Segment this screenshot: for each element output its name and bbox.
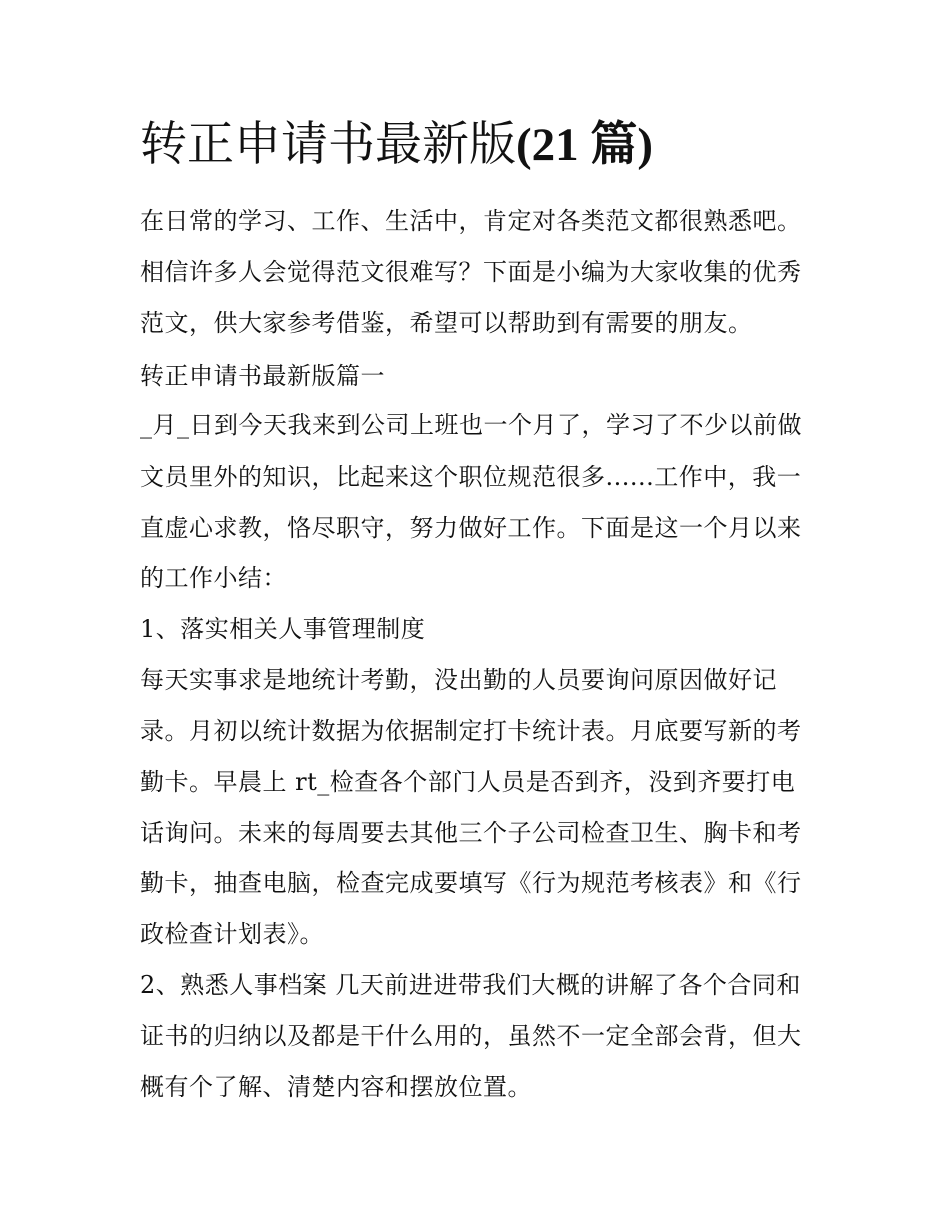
paragraph-line: _月_日到今天我来到公司上班也一个月了，学习了不少以前做: [140, 411, 802, 439]
document-title: [140, 112, 653, 178]
paragraph-line: 政检查计划表》。: [140, 920, 324, 948]
paragraph-line: 相信许多人会觉得范文很难写？下面是小编为大家收集的优秀: [140, 258, 802, 286]
title-suffix: (21 篇): [516, 119, 654, 171]
paragraph-line: 勤卡，抽查电脑，检查完成要填写《行为规范考核表》和《行: [140, 869, 802, 897]
list-heading: 1、落实相关人事管理制度: [140, 615, 426, 643]
paragraph-line: 文员里外的知识，比起来这个职位规范很多......工作中，我一: [140, 463, 802, 491]
title-main: 转正申请书最新版: [140, 117, 516, 172]
paragraph-line: 每天实事求是地统计考勤，没出勤的人员要询问原因做好记: [140, 666, 777, 694]
paragraph-line: 概有个了解、清楚内容和摆放位置。: [140, 1073, 532, 1101]
paragraph-line: 录。月初以统计数据为依据制定打卡统计表。月底要写新的考: [140, 717, 802, 745]
paragraph-line: 证书的归纳以及都是干什么用的，虽然不一定全部会背，但大: [140, 1022, 802, 1050]
list-heading: 2、熟悉人事档案 几天前进进带我们大概的讲解了各个合同和: [140, 971, 801, 999]
paragraph-line: 话询问。未来的每周要去其他三个子公司检查卫生、胸卡和考: [140, 819, 802, 847]
section-heading: 转正申请书最新版篇一: [140, 362, 385, 390]
paragraph-line: 勤卡。早晨上 rt_检查各个部门人员是否到齐，没到齐要打电: [140, 768, 796, 796]
paragraph-line: 范文，供大家参考借鉴，希望可以帮助到有需要的朋友。: [140, 309, 753, 337]
paragraph-line: 直虚心求教，恪尽职守，努力做好工作。下面是这一个月以来: [140, 514, 802, 542]
paragraph-line: 的工作小结：: [140, 564, 287, 592]
paragraph-line: 在日常的学习、工作、生活中，肯定对各类范文都很熟悉吧。: [140, 207, 802, 235]
